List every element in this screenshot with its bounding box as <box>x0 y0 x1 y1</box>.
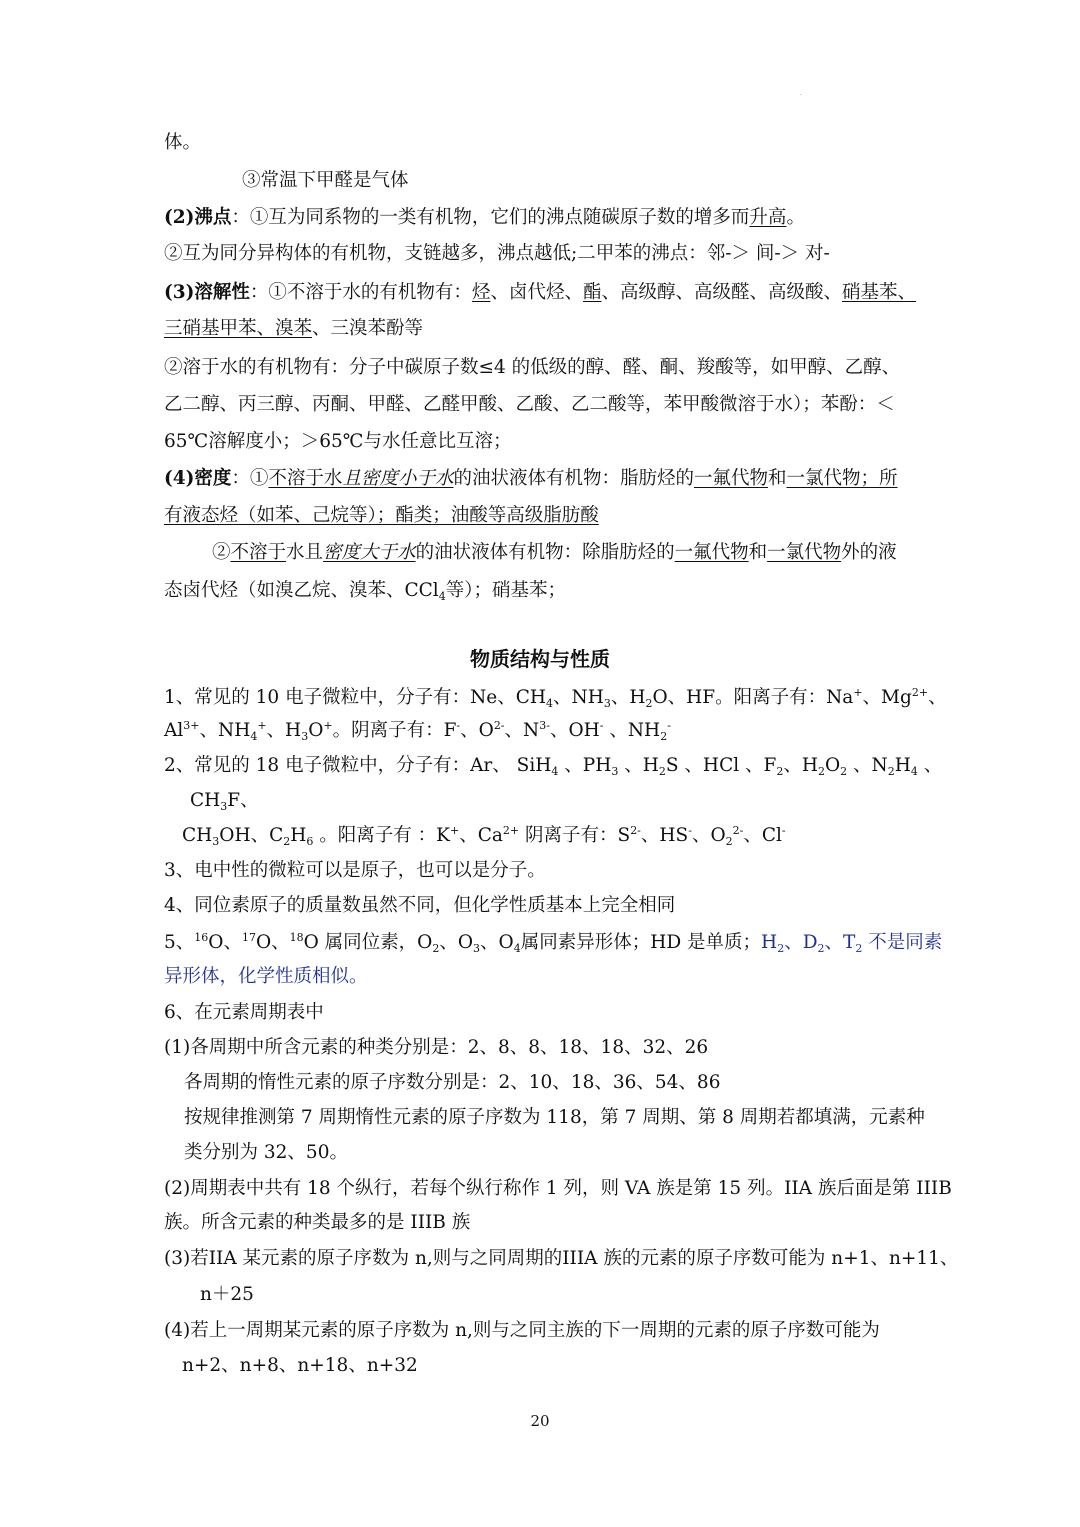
text-line: 族。所含元素的种类最多的是 IIIB 族 <box>164 1212 471 1233</box>
text-line: 1、常见的 10 电子微粒中，分子有：Ne、$CH_4$、$NH_3$、$H_2O$、HF。阳离子有：Na+、$Mg^{2+}$、 <box>164 686 947 710</box>
text-line: 5、$^{16}$O、$^{17}$O、$^{18}$O 属同位素，$O_2$、$O_3$、$O_4$属同素异形体；HD 是单质；$H_2$、$D_2$、$T_2$ 不是同素 <box>164 931 943 955</box>
section-title: 物质结构与性质 <box>470 647 610 671</box>
boiling-point-line: (2)沸点：①互为同系物的一类有机物，它们的沸点随碳原子数的增多而升高。 <box>164 207 805 228</box>
text-line: 类分别为 32、50。 <box>184 1142 348 1163</box>
text-line: 4、同位素原子的质量数虽然不同，但化学性质基本上完全相同 <box>164 895 676 916</box>
text-line: 体。 <box>164 132 202 153</box>
text-line: ②互为同分异构体的有机物，支链越多，沸点越低;二甲苯的沸点：邻-＞ 间-＞ 对- <box>164 243 830 264</box>
text-line: 有液态烃（如苯、己烷等）；酯类；油酸等高级脂肪酸 <box>164 505 599 526</box>
text-line: ②不溶于水且密度大于水的油状液体有机物：除脂肪烃的一氟代物和一氯代物外的液 <box>212 542 897 563</box>
text-line: 各周期的惰性元素的原子序数分别是：2、10、18、36、54、86 <box>184 1072 721 1093</box>
text-line: $Al^{3+}$、$NH_4^+$、$H_3O^+$。阴离子有：F-、$O^{2-}$、$N^{3-}$、OH- 、$NH_2^-$ <box>164 719 671 743</box>
text-line: n+2、n+8、n+18、n+32 <box>182 1355 418 1376</box>
density-line: (4)密度：①不溶于水且密度小于水的油状液体有机物：脂肪烃的一氟代物和一氯代物；所 <box>164 468 898 489</box>
text-line: (2)周期表中共有 18 个纵行，若每个纵行称作 1 列，则 VA 族是第 15 列。IIA 族后面是第 IIIB <box>164 1178 952 1199</box>
text-line: $CH_3OH$、$C_2H_6$ 。阳离子有 ：K+、$Ca^{2+}$ 阴离子有：$S^{2-}$、HS-、$O_2^{2-}$、Cl- <box>182 824 786 848</box>
text-line: 2、常见的 18 电子微粒中，分子有：Ar、 SiH$_4$ 、$PH_3$ 、$H_2S$ 、HCl 、$F_2$、$H_2O_2$ 、$N_2H_4$ 、 <box>164 755 943 778</box>
text-line: 异形体，化学性质相似。 <box>164 966 368 987</box>
text-line: ②溶于水的有机物有：分子中碳原子数≤4 的低级的醇、醛、酮、羧酸等，如甲醇、乙醇、 <box>164 357 901 378</box>
text-line: n＋25 <box>200 1284 254 1305</box>
text-line: ③常温下甲醛是气体 <box>242 170 409 191</box>
text-line: (3)若IIA 某元素的原子序数为 n,则与之同周期的IIIA 族的元素的原子序数可能为 n+1、n+11、 <box>164 1248 959 1269</box>
text-line: 按规律推测第 7 周期惰性元素的原子序数为 118，第 7 周期、第 8 周期若都填满，元素种 <box>184 1107 925 1128</box>
text-line: 乙二醇、丙三醇、丙酮、甲醛、乙醛甲酸、乙酸、乙二酸等，苯甲酸微溶于水）；苯酚：＜ <box>164 394 895 415</box>
text-line: (4)若上一周期某元素的原子序数为 n,则与之同主族的下一周期的元素的原子序数可能为 <box>164 1320 880 1341</box>
text-line: 6、在元素周期表中 <box>164 1002 324 1023</box>
text-line: (1)各周期中所含元素的种类分别是：2、8、8、18、18、32、26 <box>164 1037 709 1058</box>
page-number: 20 <box>530 1412 550 1430</box>
text-line: $CH_3F$、 <box>190 790 259 813</box>
text-line: 65℃溶解度小；＞65℃与水任意比互溶； <box>164 431 512 452</box>
corner-mark: . <box>800 90 802 97</box>
text-line: 3、电中性的微粒可以是原子，也可以是分子。 <box>164 860 546 881</box>
text-line: 三硝基甲苯、溴苯、三溴苯酚等 <box>164 318 424 339</box>
solubility-line: (3)溶解性：①不溶于水的有机物有：烃、卤代烃、酯、高级醇、高级醛、高级酸、硝基苯、 <box>164 282 916 303</box>
text-line: 态卤代烃（如溴乙烷、溴苯、CCl$_4$等）；硝基苯； <box>164 580 566 603</box>
